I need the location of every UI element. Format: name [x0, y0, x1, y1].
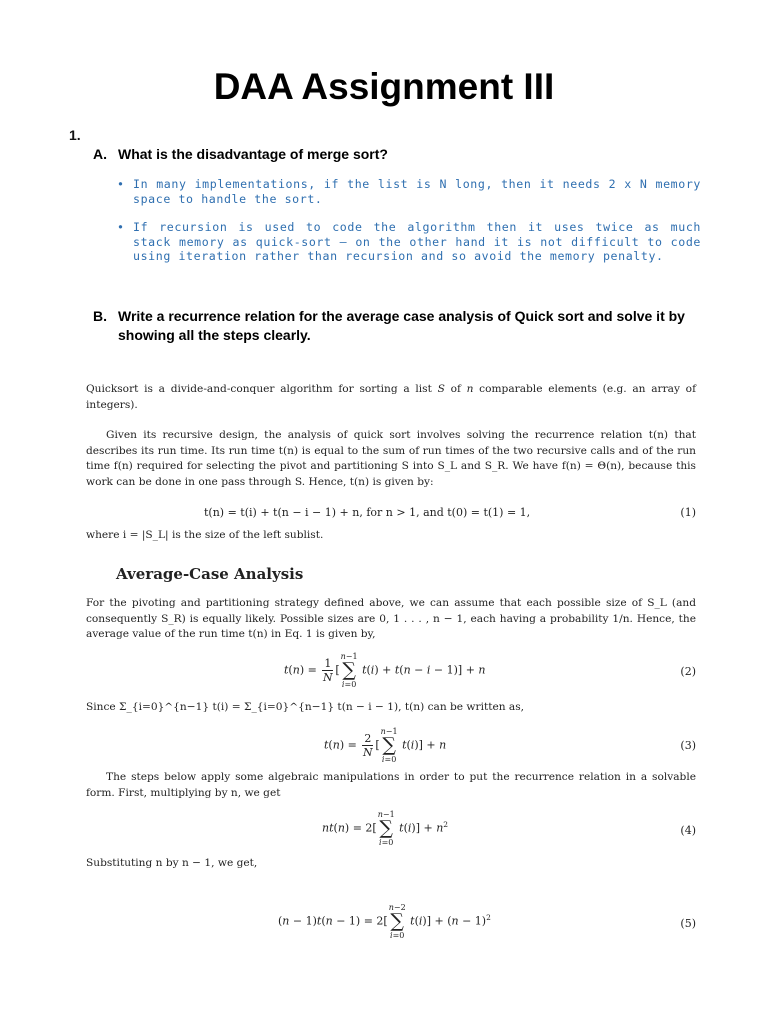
excerpt-para3 [86, 596, 696, 643]
question-b-text: Write a recurrence relation for the average case analysis of Quick sort and solve it by showing all the steps clearly. [118, 308, 685, 343]
equation-number: (5) [680, 917, 696, 930]
intro-text: of [444, 383, 467, 395]
paragraph: Given its recursive design, the analysis of quick sort involves solving the recurrence relation t(n) that describes its run time. Its run time t(n) is equal to the sum of run times of the two recursive calls and of the run time f(n) required for selecting the pivot and partitioning S into S_L and S_R. We have f(n) = Θ(n), because this work can be done in one pass through S. Hence, t(n) is given by: [86, 429, 696, 488]
equation-number: (3) [680, 739, 696, 752]
bullet-text: If recursion is used to code the algorithm then it uses twice as much stack memory as quick-sort – on the other hand it is not difficult to code using iteration rather than recursion and so avoid the memory penalty. [133, 220, 701, 264]
bullet-item [117, 220, 701, 264]
equation-number: (2) [680, 665, 696, 678]
excerpt-substituting [86, 856, 696, 872]
excerpt-since [86, 700, 696, 716]
answer-a-bullets [117, 177, 701, 264]
equation-3: t(n) = $\frac{2}{N}$ [ n−1 ∑ i=0 t(i)] + n (3) [324, 727, 696, 764]
excerpt-intro [86, 382, 696, 413]
intro-var: n [466, 383, 474, 395]
question-a-letter: A. [93, 146, 107, 162]
section-heading: Average-Case Analysis [116, 565, 304, 583]
equation-2: t(n) = $\frac{1}{N}$ [ n−1 ∑ i=0 t(i) + t(n − i − 1)] + n (2) [284, 652, 696, 689]
equation-4: nt(n) = 2[ n−1 ∑ i=0 $t(i)] + n^2$ (4) [322, 810, 696, 847]
intro-var: S [437, 383, 445, 395]
page-title: DAA Assignment III [213, 66, 555, 107]
equation-body: t(n) = t(i) + t(n − i − 1) + n, for n > 1, and t(0) = t(1) = 1, [204, 506, 531, 519]
paragraph: For the pivoting and partitioning strategy defined above, we can assume that each possible size of S_L (and consequently S_R) is equally likely. Possible sizes are 0, 1 . . . , n − 1, each having a probability 1/n. Hence, the average value of the run time t(n) in Eq. 1 is given by, [86, 597, 696, 640]
paragraph: where i = |S_L| is the size of the left sublist. [86, 529, 324, 541]
bullet-icon: • [117, 220, 125, 235]
intro-text: comparable elements (e.g. an array of integers). [86, 383, 696, 411]
paragraph: Substituting n by n − 1, we get, [86, 857, 258, 869]
excerpt-para4 [86, 770, 696, 801]
equation-number: (1) [680, 506, 696, 519]
bullet-text: In many implementations, if the list is N long, then it needs 2 x N memory space to handle the sort. [133, 177, 701, 206]
bullet-icon: • [117, 177, 125, 191]
paragraph: Since Σ_{i=0}^{n−1} t(i) = Σ_{i=0}^{n−1} t(n − i − 1), t(n) can be written as, [86, 701, 525, 713]
excerpt-where [86, 528, 696, 544]
question-b-letter: B. [93, 308, 107, 324]
bullet-item [117, 177, 701, 206]
equation-number: (4) [680, 824, 696, 837]
question-a-text: What is the disadvantage of merge sort? [118, 146, 388, 162]
excerpt-para2 [86, 428, 696, 490]
question-number: 1. [69, 127, 81, 143]
paragraph: The steps below apply some algebraic manipulations in order to put the recurrence relation in a solvable form. First, multiplying by n, we get [86, 771, 696, 799]
intro-text: Quicksort is a divide-and-conquer algorithm for sorting a list [86, 383, 438, 395]
equation-5: (n − 1)t(n − 1) = 2[ n−2 ∑ i=0 $t(i)] + (n - 1)^2$ (5) [278, 903, 696, 940]
